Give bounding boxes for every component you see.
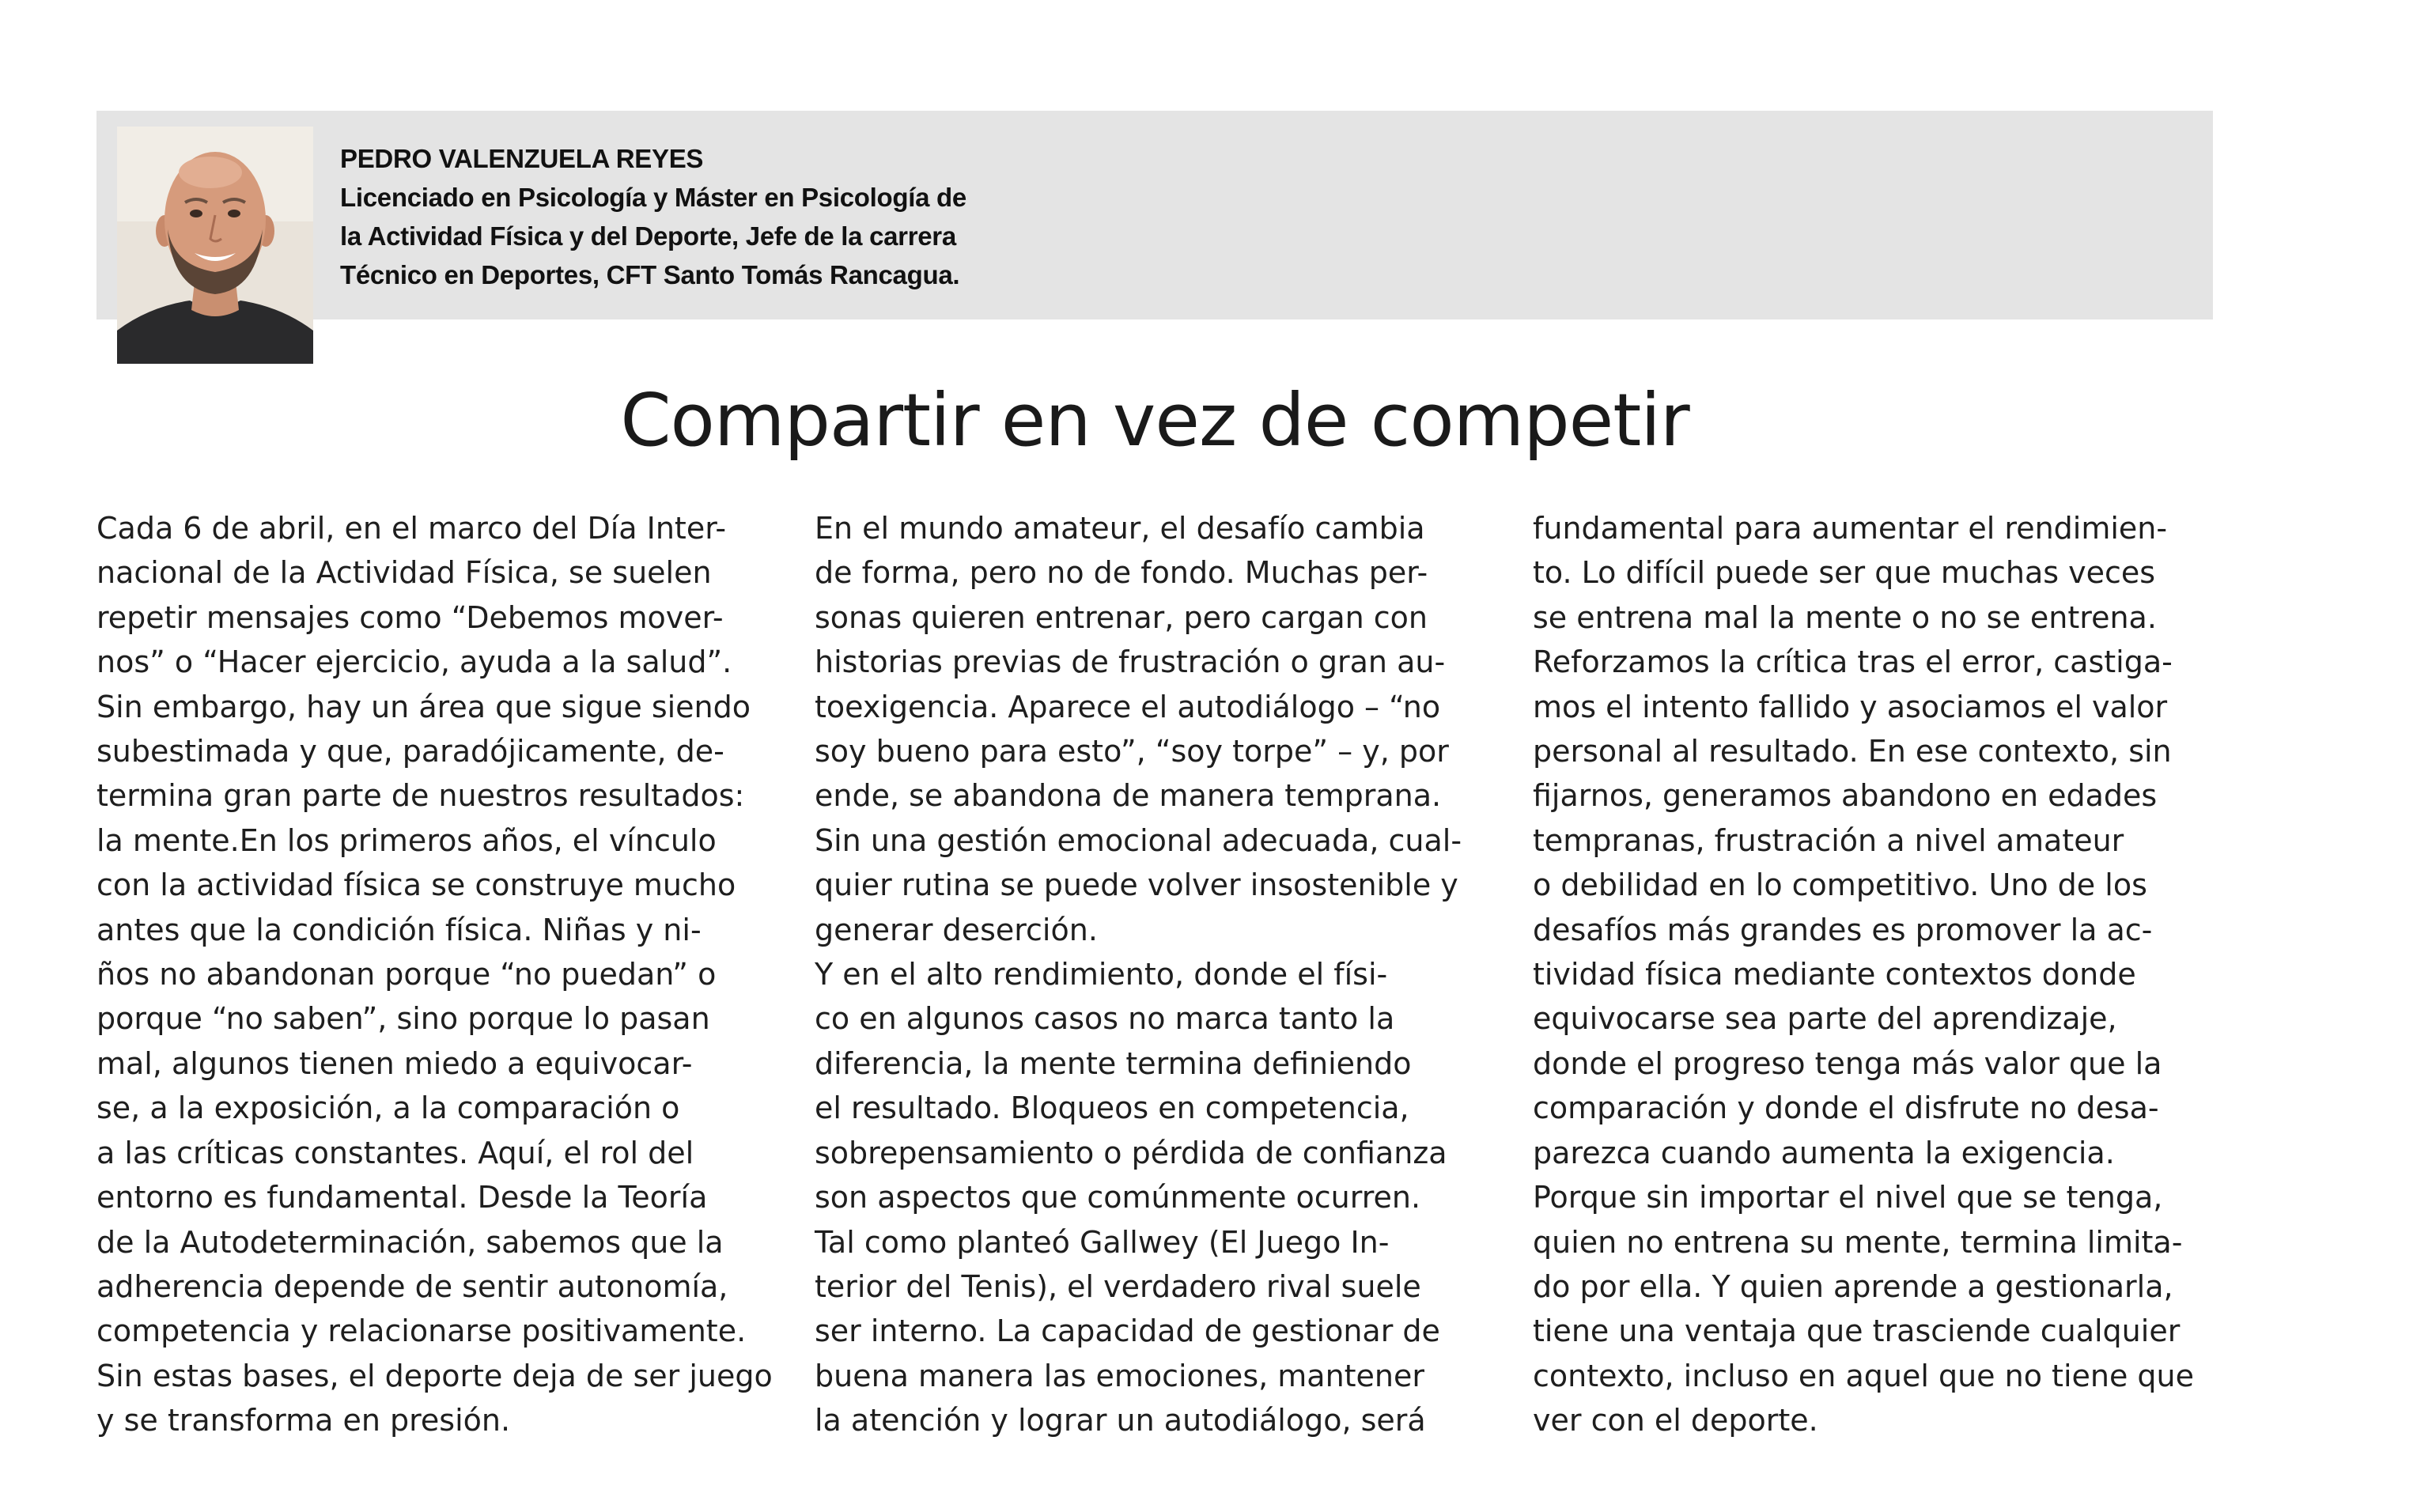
author-portrait-icon: [117, 127, 313, 364]
column-1-paragraph-1: Cada 6 de abril, en el marco del Día Inter- nacional de la Actividad Física, se suelen repetir mensajes como “Debemos mover- nos” o “Hacer ejercicio, ayuda a la salud”. Sin embargo, hay un área que sigue siendo subestimada y que, paradójicamente, de- termina gran parte de nuestros resultados: la mente.En los primeros años, el vínculo con la actividad física se construye mucho antes que la condición física. Niñas y ni- ños no abandonan porque “no puedan” o porque “no saben”, sino porque lo pasan mal, algunos tienen miedo a equivocar- se, a la exposición, a la comparación o a las críticas constantes. Aquí, el rol del entorno es fundamental. Desde la Teoría de la Autodeterminación, sabemos que la adherencia depende de sentir autonomía, competencia y relacionarse positivamente. Sin estas bases, el deporte deja de ser juego y se transforma en presión.: [96, 511, 773, 1438]
article-column-1: [96, 506, 786, 1443]
column-2-paragraph-1: En el mundo amateur, el desafío cambia de forma, pero no de fondo. Muchas per- sonas quieren entrenar, pero cargan con historias previas de frustración o gran au- toexigencia. Aparece el autodiálogo – “no soy bueno para esto”, “soy torpe” – y, por ende, se abandona de manera temprana. Sin una gestión emocional adecuada, cual- quier rutina se puede volver insostenible y generar deserción.: [815, 511, 1462, 947]
article-column-3: [1533, 506, 2222, 1443]
author-credits: [340, 139, 1163, 294]
author-bio: Licenciado en Psicología y Máster en Psicología de la Actividad Física y del Deporte, Jefe de la carrera Técnico en Deportes, CFT Santo Tomás Rancagua.: [340, 183, 966, 289]
column-3-paragraph-2: Porque sin importar el nivel que se tenga, quien no entrena su mente, termina limita- do por ella. Y quien aprende a gestionarla, tiene una ventaja que trasciende cualquier contexto, incluso en aquel que no tiene que ver con el deporte.: [1533, 1180, 2195, 1438]
column-2-paragraph-2: Y en el alto rendimiento, donde el físi- co en algunos casos no marca tanto la diferencia, la mente termina definiendo el resultado. Bloqueos en competencia, sobrepensamiento o pérdida de confianza son aspectos que comúnmente ocurren. Tal como planteó Gallwey (El Juego In- terior del Tenis), el verdadero rival suele ser interno. La capacidad de gestionar de buena manera las emociones, mantener la atención y lograr un autodiálogo, será: [815, 957, 1447, 1438]
article-headline: Compartir en vez de competir: [620, 378, 1689, 463]
author-name: PEDRO VALENZUELA REYES: [340, 144, 704, 173]
article-column-2: [815, 506, 1504, 1443]
author-photo: [117, 127, 313, 364]
column-3-paragraph-1: fundamental para aumentar el rendimien- to. Lo difícil puede ser que muchas veces se entrena mal la mente o no se entrena. Reforzamos la crítica tras el error, castiga- mos el intento fallido y asociamos el valor personal al resultado. En ese contexto, sin fijarnos, generamos abandono en edades tempranas, frustración a nivel amateur o debilidad en lo competitivo. Uno de los desafíos más grandes es promover la ac- tividad física mediante contextos donde equivocarse sea parte del aprendizaje, donde el progreso tenga más valor que la comparación y donde el disfrute no desa- parezca cuando aumenta la exigencia.: [1533, 511, 2173, 1170]
